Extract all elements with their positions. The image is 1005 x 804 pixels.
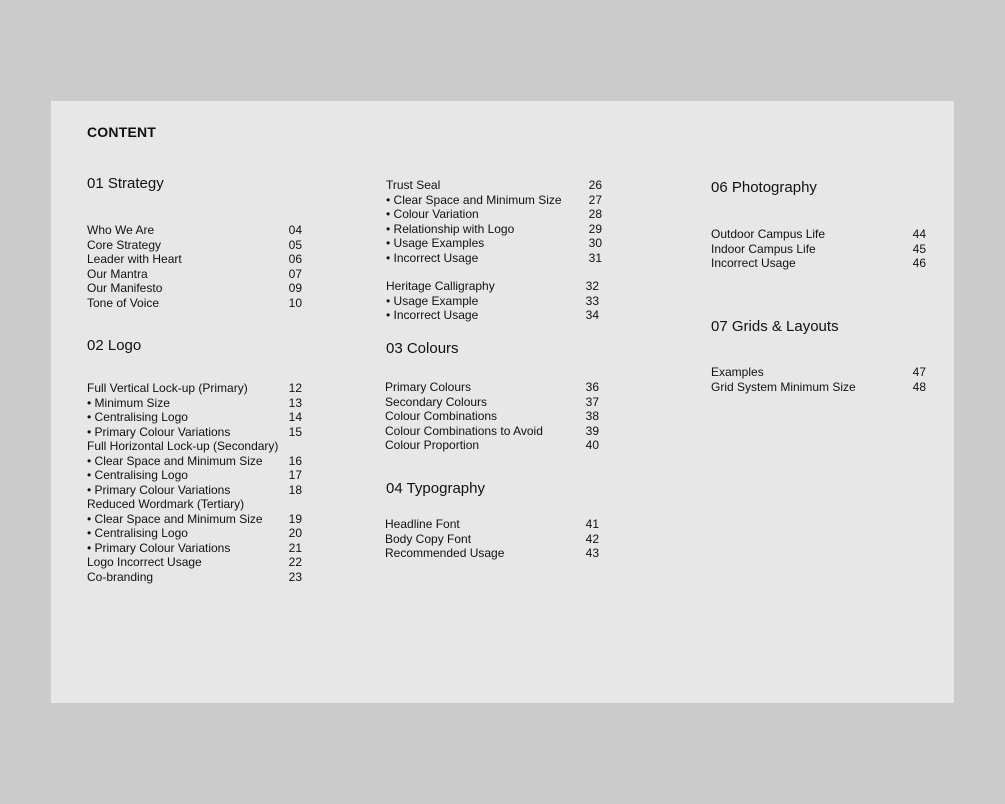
toc-entry-page: 43 [585,546,599,560]
toc-entry [385,546,599,561]
toc-entry [87,267,302,282]
toc-entry-page: 06 [288,252,302,266]
toc-entry [386,178,602,193]
calligraphy-list [386,279,599,323]
toc-entry-label: Our Manifesto [87,281,163,295]
toc-entry-label: Core Strategy [87,237,162,252]
toc-entry-label: Tone of Voice [87,295,160,310]
toc-entry-page: 23 [288,569,302,584]
toc-entry-page: 33 [585,293,599,308]
toc-entry-label: • Colour Variation [386,207,479,221]
toc-entry [87,497,302,512]
toc-entry [87,296,302,311]
toc-entry [87,512,302,527]
toc-entry-label: Full Horizontal Lock-up (Secondary) [87,439,279,453]
trust-seal-list [386,178,602,265]
toc-entry-label: • Clear Space and Minimum Size [87,511,263,526]
section-logo [87,337,302,354]
toc-entry-page: 40 [585,438,599,452]
toc-entry [385,517,599,532]
toc-entry-page: 21 [288,540,302,555]
toc-entry [385,424,599,439]
toc-entry-label: Secondary Colours [385,394,488,409]
section-strategy [87,175,302,192]
toc-entry-label: • Primary Colour Variations [87,424,231,439]
toc-entry [711,242,926,257]
toc-entry-label: Recommended Usage [385,546,505,560]
toc-entry [87,526,302,541]
toc-entry-label: Logo Incorrect Usage [87,555,202,569]
toc-entry [87,555,302,570]
toc-entry-page: 14 [288,410,302,424]
section-typography [386,480,599,497]
toc-entry [386,193,602,208]
toc-entry [386,207,602,222]
toc-entry-page: 20 [288,526,302,540]
toc-entry [87,281,302,296]
section-heading: 06 Photography [711,179,817,196]
toc-entry-label: Colour Proportion [385,438,480,452]
photography-list [711,227,926,271]
toc-entry [385,395,599,410]
section-heading: 07 Grids & Layouts [711,318,839,335]
toc-entry [87,425,302,440]
toc-entry-label: Incorrect Usage [711,256,796,270]
toc-entry-label: • Centralising Logo [87,526,188,540]
section-colours [386,340,599,357]
toc-entry [386,236,602,251]
toc-entry-page: 12 [288,381,302,395]
toc-entry [87,381,302,396]
logo-list [87,381,302,584]
section-grids [711,318,926,335]
toc-entry-label: Heritage Calligraphy [386,279,495,293]
toc-entry-label: • Relationship with Logo [386,221,515,236]
toc-entry-label: Reduced Wordmark (Tertiary) [87,497,245,511]
toc-entry-page: 07 [288,266,302,281]
toc-entry-page: 31 [588,250,602,265]
toc-entry-page: 37 [585,394,599,409]
toc-entry [711,256,926,271]
toc-entry-label: Who We Are [87,223,155,237]
strategy-list [87,223,302,310]
section-heading: 04 Typography [386,480,485,497]
toc-entry-label: • Clear Space and Minimum Size [386,192,562,207]
toc-entry-label: Examples [711,365,764,379]
section-photography [711,179,926,196]
toc-entry-page: 48 [912,379,926,394]
section-heading: 02 Logo [87,337,142,354]
toc-entry-page: 47 [912,365,926,379]
toc-entry [386,279,599,294]
toc-entry-label: Grid System Minimum Size [711,379,856,394]
toc-entry-page: 32 [585,279,599,293]
toc-entry [711,365,926,380]
contents-page [51,101,954,703]
toc-entry [87,454,302,469]
toc-entry-label: • Incorrect Usage [386,250,479,265]
toc-entry-page: 15 [288,424,302,439]
toc-entry [385,409,599,424]
toc-entry [87,483,302,498]
toc-entry-label: • Minimum Size [87,395,170,410]
toc-entry-label: Outdoor Campus Life [711,227,826,241]
page-title: CONTENT [87,124,157,140]
toc-entry-page: 10 [288,295,302,310]
toc-entry-label: Primary Colours [385,380,472,394]
toc-entry-label: Indoor Campus Life [711,241,816,256]
toc-entry [711,227,926,242]
toc-entry-page: 34 [585,308,599,322]
toc-entry [87,570,302,585]
toc-entry-label: Co-branding [87,569,154,584]
toc-entry-page: 44 [912,227,926,241]
section-heading: 03 Colours [386,340,459,357]
toc-entry [386,294,599,309]
toc-entry [386,251,602,266]
toc-entry-label: • Primary Colour Variations [87,482,231,497]
toc-entry-label: • Usage Examples [386,236,485,250]
toc-entry [386,222,602,237]
toc-entry [87,238,302,253]
toc-entry-label: • Incorrect Usage [386,308,479,322]
toc-entry-page: 19 [288,511,302,526]
toc-entry [87,396,302,411]
toc-entry-label: • Centralising Logo [87,468,188,482]
toc-entry-label: • Clear Space and Minimum Size [87,453,263,468]
toc-entry-page: 13 [288,395,302,410]
toc-entry-label: • Centralising Logo [87,410,188,424]
toc-entry-label: Trust Seal [386,178,441,192]
section-heading: 01 Strategy [87,175,164,192]
toc-entry-page: 17 [288,468,302,482]
toc-entry-label: Body Copy Font [385,531,472,546]
toc-entry-page: 09 [288,281,302,295]
toc-entry-label: Colour Combinations [385,409,498,423]
toc-entry-page: 39 [585,423,599,438]
toc-entry [87,410,302,425]
toc-entry [385,438,599,453]
toc-entry [385,532,599,547]
toc-entry [385,380,599,395]
toc-entry-label: • Usage Example [386,293,479,308]
toc-entry-page: 42 [585,531,599,546]
toc-entry-page: 22 [288,555,302,569]
toc-entry [87,223,302,238]
toc-entry-page: 16 [288,453,302,468]
toc-entry-label: Leader with Heart [87,252,182,266]
toc-entry-page: 04 [288,223,302,237]
typography-list [385,517,599,561]
toc-entry-label: Colour Combinations to Avoid [385,423,543,438]
toc-entry-page: 18 [288,482,302,497]
toc-entry-page: 41 [585,517,599,531]
toc-entry-page: 29 [588,221,602,236]
toc-entry-page: 30 [588,236,602,250]
toc-entry-page: 26 [588,178,602,192]
toc-entry-page: 28 [588,207,602,221]
toc-entry-label: Full Vertical Lock-up (Primary) [87,381,248,395]
toc-entry-page: 38 [585,409,599,423]
toc-entry [87,541,302,556]
toc-entry [386,308,599,323]
toc-entry-label: • Primary Colour Variations [87,540,231,555]
toc-entry [87,468,302,483]
toc-entry [87,439,302,454]
toc-entry-page: 05 [288,237,302,252]
toc-entry-page: 46 [912,256,926,270]
grids-list [711,365,926,394]
toc-entry-page: 36 [585,380,599,394]
colours-list [385,380,599,453]
toc-entry-page: 27 [588,192,602,207]
toc-entry-label: Our Mantra [87,266,148,281]
toc-entry [711,380,926,395]
toc-entry-label: Headline Font [385,517,460,531]
toc-entry-page: 45 [912,241,926,256]
toc-entry [87,252,302,267]
